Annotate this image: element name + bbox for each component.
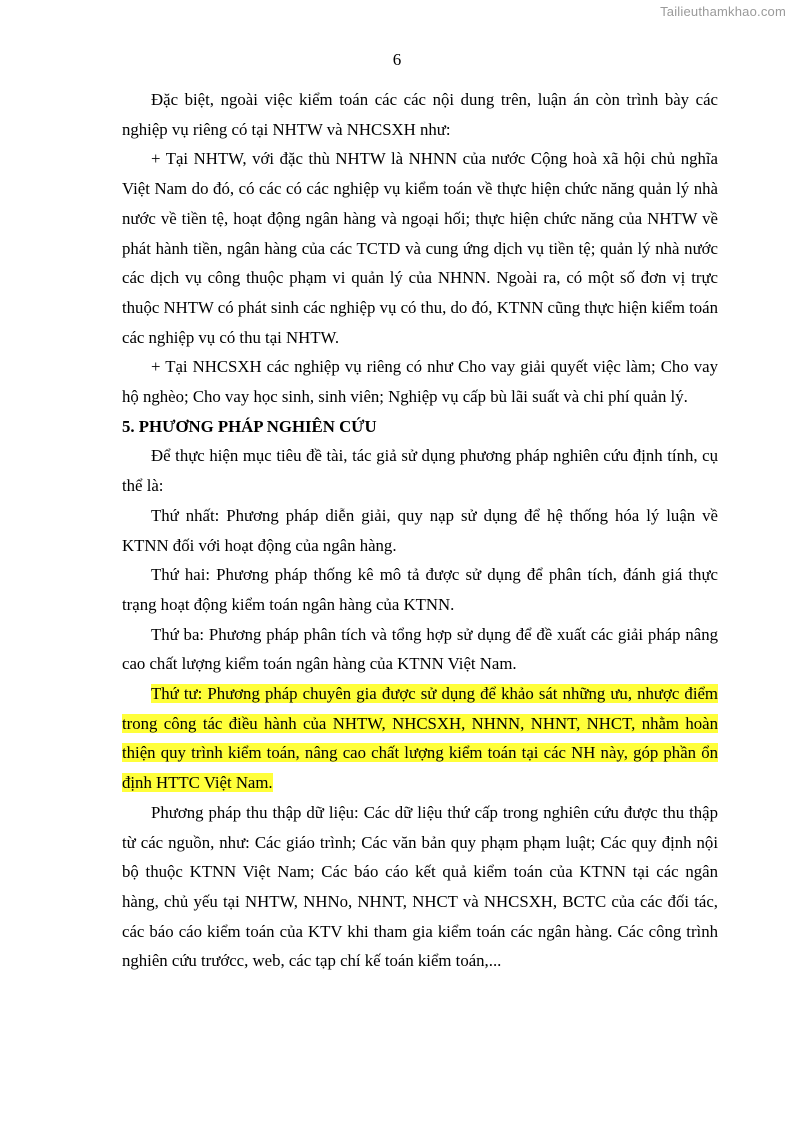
paragraph-method-4 (122, 679, 718, 798)
document-body (122, 85, 718, 976)
highlighted-text: Thứ tư: Phương pháp chuyên gia được sử dụng để khảo sát những ưu, nhược điểm trong công tác điều hành của NHTW, NHCSXH, NHNN, NHNT, NHCT, nhằm hoàn thiện quy trình kiểm toán, nâng cao chất lượng kiểm toán tại các NH này, góp phần ổn định HTTC Việt Nam. (122, 684, 718, 793)
paragraph-nhcsxh: + Tại NHCSXH các nghiệp vụ riêng có như Cho vay giải quyết việc làm; Cho vay hộ nghèo; Cho vay học sinh, sinh viên; Nghiệp vụ cấp bù lãi suất và chi phí quản lý. (122, 357, 718, 407)
paragraph-method-3: Thứ ba: Phương pháp phân tích và tổng hợp sử dụng để đề xuất các giải pháp nâng cao chất lượng kiểm toán ngân hàng của KTNN Việt Nam. (122, 624, 718, 674)
paragraph-special-operations: Đặc biệt, ngoài việc kiểm toán các các nội dung trên, luận án còn trình bày các nghiệp vụ riêng có tại NHTW và NHCSXH như: (122, 90, 718, 139)
paragraph-method-1: Thứ nhất: Phương pháp diễn giải, quy nạp sử dụng để hệ thống hóa lý luận về KTNN đối với hoạt động của ngân hàng. (122, 505, 718, 555)
paragraph-data-collection: Phương pháp thu thập dữ liệu: Các dữ liệu thứ cấp trong nghiên cứu được thu thập từ các nguồn, như: Các giáo trình; Các văn bản quy phạm phạm luật; Các quy định nội bộ thuộc KTNN Việt Nam; Các báo cáo kết quả kiểm toán của KTNN tại các ngân hàng, chủ yếu tại NHTW, NHNo, NHNT, NHCT và NHCSXH, BCTC của các đối tác, các báo cáo kiểm toán của KTV khi tham gia kiểm toán các ngân hàng. Các công trình nghiên cứu trướcc, web, các tạp chí kế toán kiểm toán,... (122, 802, 718, 971)
paragraph-nhtw: + Tại NHTW, với đặc thù NHTW là NHNN của nước Cộng hoà xã hội chủ nghĩa Việt Nam do đó, có các có các nghiệp vụ kiểm toán về thực hiện chức năng quản lý nhà nước về tiền tệ, hoạt động ngân hàng và ngoại hối; thực hiện chức năng của NHTW về phát hành tiền, ngân hàng của các TCTD và cung ứng dịch vụ tiền tệ; quản lý nhà nước các dịch vụ công thuộc phạm vi quản lý của NHNN. Ngoài ra, có một số đơn vị trực thuộc NHTW có phát sinh các nghiệp vụ có thu, do đó, KTNN cũng thực hiện kiểm toán các nghiệp vụ có thu tại NHTW. (122, 149, 718, 347)
section-heading: 5. PHƯƠNG PHÁP NGHIÊN CỨU (122, 416, 377, 436)
paragraph-method-2: Thứ hai: Phương pháp thống kê mô tả được sử dụng để phân tích, đánh giá thực trạng hoạt động kiểm toán ngân hàng của KTNN. (122, 565, 718, 614)
paragraph-methods-intro: Để thực hiện mục tiêu đề tài, tác giả sử dụng phương pháp nghiên cứu định tính, cụ thể là: (122, 446, 718, 496)
watermark-text: Tailieuthamkhao.com (660, 4, 786, 19)
page-number: 6 (392, 50, 402, 69)
